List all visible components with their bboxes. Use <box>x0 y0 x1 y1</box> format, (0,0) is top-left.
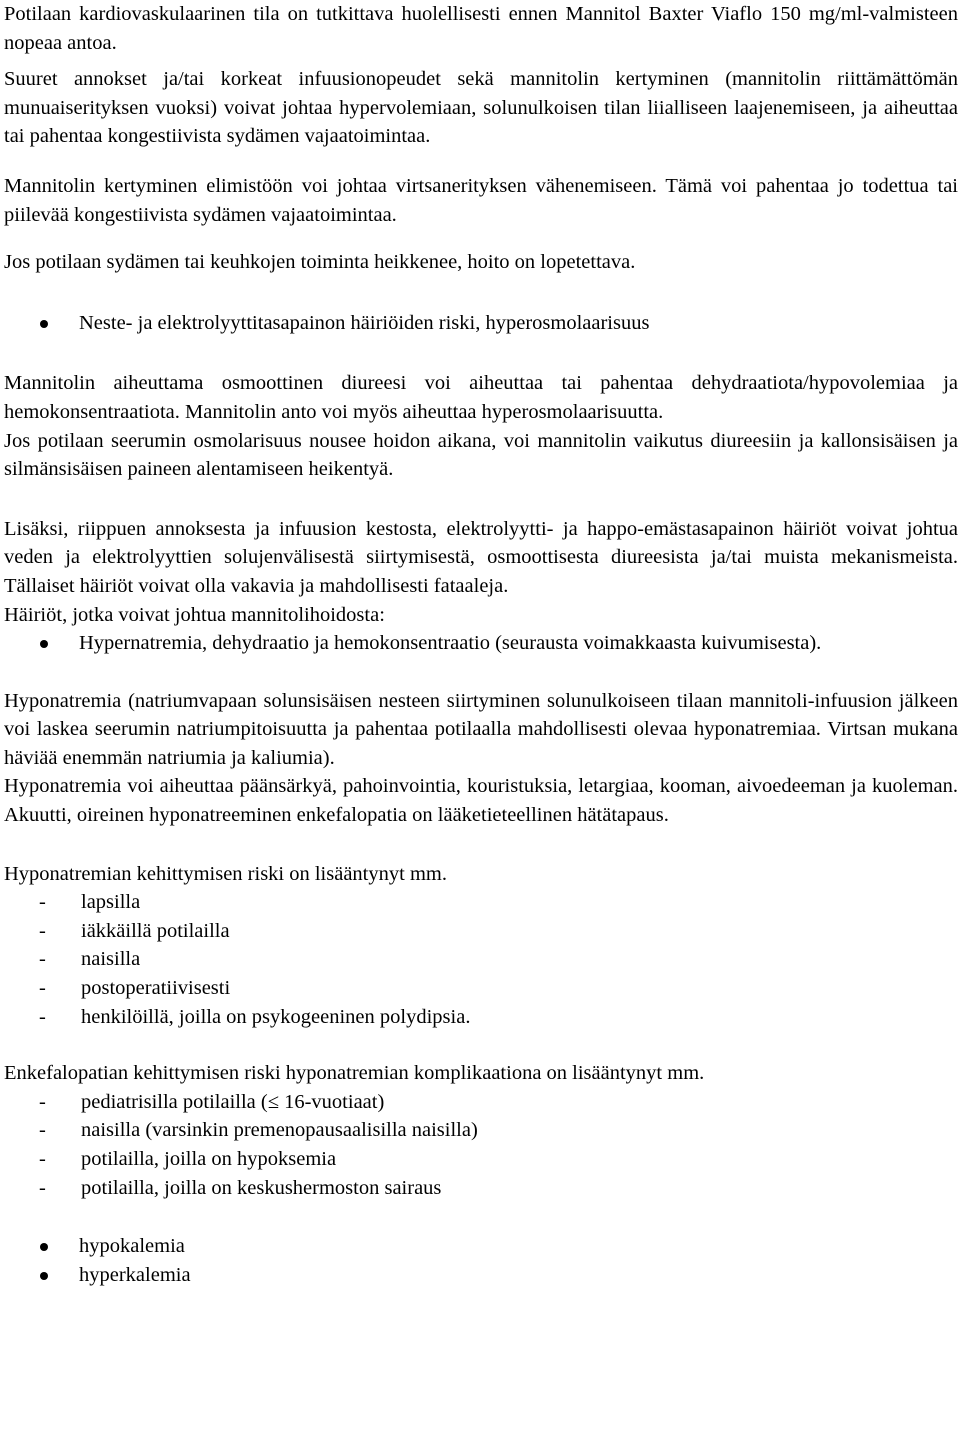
paragraph-hyponatremia: Hyponatremia (natriumvapaan solunsisäisen nesteen siirtyminen solunulkoiseen tilaan mannitoli-infuusion jälkeen voi laskea seerumin natriumpitoisuutta ja pahentaa potilaalla mahdollisesti olevaa hyponatremiaa. Virtsan mukana häviää enemmän natriumia ja kaliumia). <box>4 689 958 769</box>
list-item: - potilailla, joilla on hypoksemia <box>39 1148 337 1170</box>
encephalopathy-list <box>4 1088 958 1202</box>
bullet-icon <box>40 1243 48 1251</box>
paragraph-accumulation: Mannitolin kertyminen elimistöön voi johtaa virtsanerityksen vähenemiseen. Tämä voi pahentaa jo todettua tai piilevää kongestiivista sydämen vajaatoimintaa. <box>4 174 958 226</box>
list-item: - postoperatiivisesti <box>39 977 231 1000</box>
bullet-list-risk-heading <box>4 309 958 338</box>
paragraph-stop-treatment: Jos potilaan sydämen tai keuhkojen toiminta heikkenee, hoito on lopetettava. <box>4 251 636 274</box>
list-item: - lapsilla <box>39 891 141 914</box>
bullet-list-potassium <box>4 1232 958 1289</box>
paragraph-cardiovascular: Potilaan kardiovaskulaarinen tila on tutkittava huolellisesti ennen Mannitol Baxter Viaflo 150 mg/ml-valmisteen nopeaa antoa. <box>4 3 958 54</box>
bullet-icon <box>40 640 48 648</box>
paragraph-electrolyte-disorders: Lisäksi, riippuen annoksesta ja infuusion kestosta, elektrolyytti- ja happo-emästasapainon häiriöt voivat johtua veden ja elektrolyyttien solujenvälisestä siirtymisestä, osmoottisesta diureesista ja/tai muista mekanismeista. Tällaiset häiriöt voivat olla vakavia ja mahdollisesti fataaleja. <box>4 517 958 597</box>
list-item: - potilailla, joilla on keskushermoston sairaus <box>39 1176 442 1199</box>
paragraph-disorders-intro: Häiriöt, jotka voivat johtua mannitolihoidosta: <box>4 603 385 626</box>
list-item: - iäkkäillä potilailla <box>39 919 230 942</box>
list-item: - henkilöillä, joilla on psykogeeninen polydipsia. <box>39 1005 471 1028</box>
paragraph-hyponatremia-effects: Hyponatremia voi aiheuttaa päänsärkyä, pahoinvointia, kouristuksia, letargiaa, kooman, aivoedeeman ja kuoleman. Akuutti, oireinen hyponatreeminen enkefalopatia on lääketieteellinen hätätapaus. <box>4 775 958 827</box>
bullet-item: Hypernatremia, dehydraatio ja hemokonsentraatio (seurausta voimakkaasta kuivumisesta). <box>4 629 958 658</box>
bullet-item: Neste- ja elektrolyyttitasapainon häiriöiden riski, hyperosmolaarisuus <box>4 309 958 338</box>
list-item: - naisilla <box>39 948 141 971</box>
paragraph-high-doses: Suuret annokset ja/tai korkeat infuusionopeudet sekä mannitolin kertyminen (mannitolin riittämättömän munuaiserityksen vuoksi) voivat johtaa hypervolemiaan, solunulkoisen tilan liialliseen laajenemiseen, ja aiheuttaa tai pahentaa kongestiivista sydämen vajaatoimintaa. <box>4 68 958 148</box>
bullet-item: hypokalemia <box>4 1232 958 1261</box>
bullet-item: hyperkalemia <box>4 1261 958 1290</box>
paragraph-serum-osmolarity: Jos potilaan seerumin osmolarisuus nousee hoidon aikana, voi mannitolin vaikutus diureesiin ja kallonsisäisen ja silmänsisäisen paineen alentamiseen heikentyä. <box>4 429 958 481</box>
paragraph-osmotic-diuresis: Mannitolin aiheuttama osmoottinen diureesi voi aiheuttaa tai pahentaa dehydraatiota/hypovolemiaa ja hemokonsentraatiota. Mannitolin anto voi myös aiheuttaa hyperosmolaarisuutta. <box>4 372 958 423</box>
bullet-icon <box>40 320 48 328</box>
document-page <box>4 0 958 1289</box>
risk-list <box>4 888 958 1031</box>
risk-heading: Hyponatremian kehittymisen riski on lisääntynyt mm. <box>4 862 447 885</box>
list-item: - naisilla (varsinkin premenopausaalisilla naisilla) <box>39 1119 478 1142</box>
bullet-icon <box>40 1272 48 1280</box>
list-item: - pediatrisilla potilailla (≤ 16-vuotiaat) <box>39 1090 385 1113</box>
bullet-list-hypernatremia <box>4 629 958 658</box>
encephalopathy-heading: Enkefalopatian kehittymisen riski hyponatremian komplikaationa on lisääntynyt mm. <box>4 1062 705 1085</box>
